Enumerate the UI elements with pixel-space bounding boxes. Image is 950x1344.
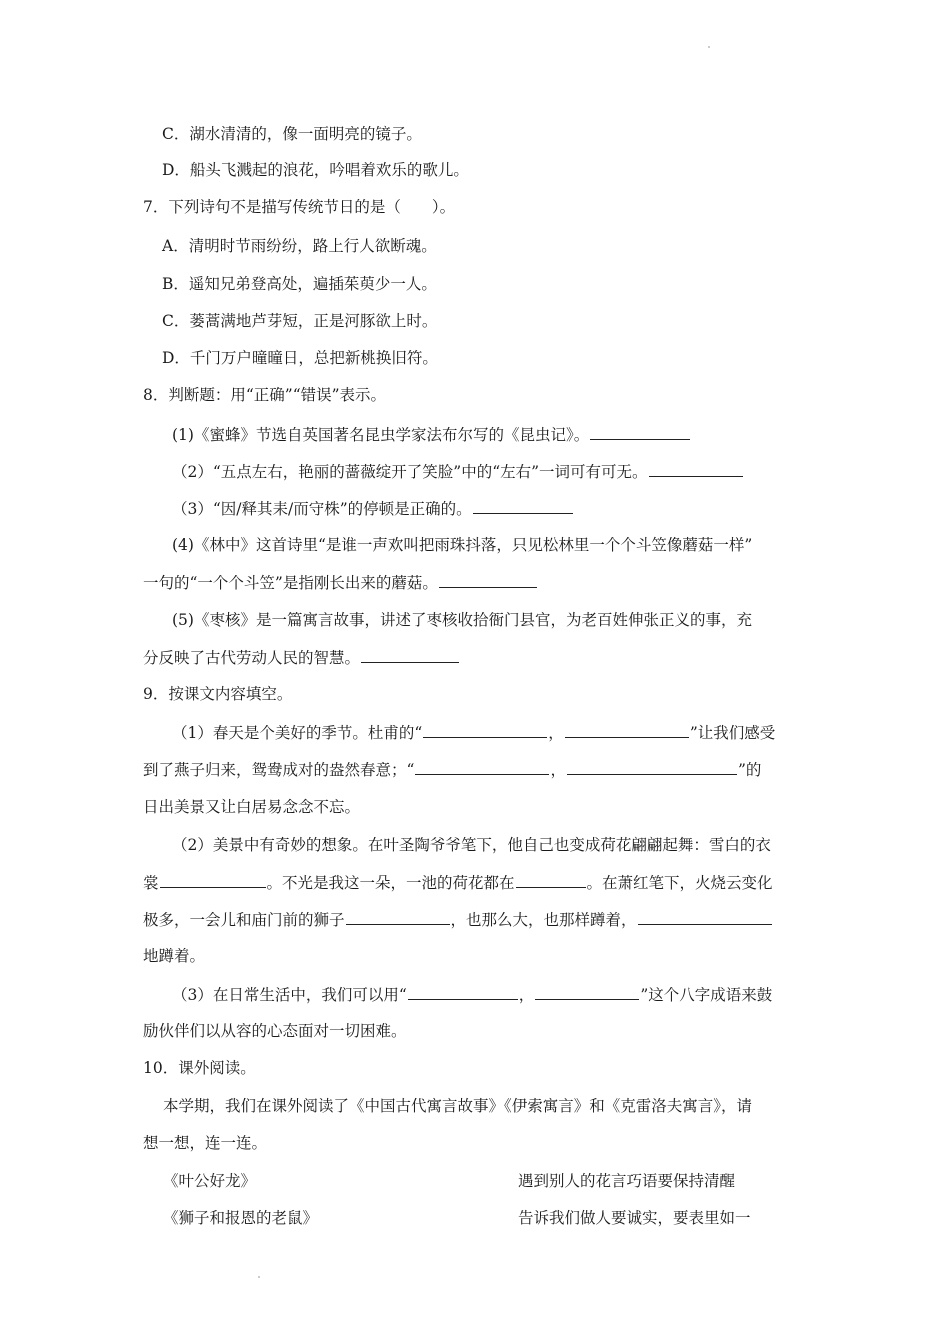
q8-statement-5-line1: (5)《枣核》是一篇寓言故事，讲述了枣核收拾衙门县官，为老百姓伸张正义的事，充	[172, 611, 752, 629]
q9-text: 极多，一会儿和庙门前的狮子	[143, 911, 345, 929]
q7-option-c: C．蒌蒿满地芦芽短，正是河豚欲上时。	[162, 312, 438, 330]
q9-text: （3）在日常生活中，我们可以用“	[172, 986, 407, 1004]
answer-blank[interactable]	[439, 572, 537, 588]
q9-part2-line2	[143, 872, 773, 893]
q8-statement-1	[172, 424, 691, 445]
q9-text: ，	[550, 761, 566, 779]
q8-statement-3	[172, 498, 574, 519]
q9-part2-line3	[143, 909, 773, 930]
answer-blank[interactable]	[160, 872, 266, 888]
q9-part3-line2: 励伙伴们以从容的心态面对一切困难。	[143, 1022, 407, 1040]
match-right-2[interactable]: 告诉我们做人要诚实，要表里如一	[518, 1209, 751, 1227]
q10-stem: 10．课外阅读。	[143, 1059, 256, 1077]
q7-option-b: B．遥知兄弟登高处，遍插茱萸少一人。	[162, 275, 437, 293]
q9-part2-line1: （2）美景中有奇妙的想象。在叶圣陶爷爷笔下，他自己也变成荷花翩翩起舞：雪白的衣	[172, 836, 771, 854]
q8-statement-1-text: (1)《蜜蜂》节选自英国著名昆虫学家法布尔写的《昆虫记》。	[172, 426, 590, 444]
q9-text: ，也那么大，也那样蹲着，	[450, 911, 637, 929]
q10-intro-line2: 想一想，连一连。	[143, 1134, 268, 1152]
q8-stem: 8．判断题：用“正确”“错误”表示。	[143, 386, 387, 404]
q10-intro-line1: 本学期，我们在课外阅读了《中国古代寓言故事》《伊索寓言》和《克雷洛夫寓言》，请	[163, 1097, 753, 1115]
q6-option-c: C．湖水清清的，像一面明亮的镜子。	[162, 125, 422, 143]
answer-blank[interactable]	[535, 984, 639, 1000]
q9-text: 。在萧红笔下，火烧云变化	[586, 874, 773, 892]
q8-statement-4-line1: (4)《林中》这首诗里“是谁一声欢叫把雨珠抖落，只见松林里一个个斗笠像蘑菇一样”	[172, 536, 753, 554]
q8-statement-5-line2	[143, 647, 460, 668]
answer-blank[interactable]	[415, 759, 549, 775]
q6-option-d: D．船头飞溅起的浪花，吟唱着欢乐的歌儿。	[162, 161, 469, 179]
match-left-1[interactable]: 《叶公好龙》	[163, 1172, 257, 1190]
q9-part1-line2	[143, 759, 761, 780]
q8-statement-3-text: （3）“因/释其耒/而守株”的停顿是正确的。	[172, 500, 472, 518]
answer-blank[interactable]	[565, 722, 689, 738]
q8-statement-2	[172, 461, 744, 482]
q9-part1-line1	[172, 722, 775, 743]
q8-statement-4-line2	[143, 572, 538, 593]
answer-blank[interactable]	[361, 647, 459, 663]
q9-part2-line4: 地蹲着。	[143, 947, 206, 965]
q9-text: （1）春天是个美好的季节。杜甫的“	[172, 724, 423, 742]
answer-blank[interactable]	[516, 872, 586, 888]
q8-statement-5-text: 分反映了古代劳动人民的智慧。	[143, 649, 361, 667]
answer-blank[interactable]	[346, 909, 450, 925]
q9-part1-line3: 日出美景又让白居易念念不忘。	[143, 798, 361, 816]
q9-stem: 9．按课文内容填空。	[143, 685, 293, 703]
q9-text: 到了燕子归来，鸳鸯成对的盎然春意；“	[143, 761, 415, 779]
match-right-1[interactable]: 遇到别人的花言巧语要保持清醒	[518, 1172, 736, 1190]
q9-part3-line1	[172, 984, 772, 1005]
match-left-2[interactable]: 《狮子和报恩的老鼠》	[163, 1209, 319, 1227]
q9-text: ”让我们感受	[689, 724, 776, 742]
q8-statement-4-text: 一句的“一个个斗笠”是指刚长出来的蘑菇。	[143, 574, 438, 592]
q7-option-a: A．清明时节雨纷纷，路上行人欲断魂。	[162, 237, 437, 255]
answer-blank[interactable]	[638, 909, 772, 925]
q9-text: ”这个八字成语来鼓	[640, 986, 773, 1004]
answer-blank[interactable]	[473, 498, 573, 514]
q7-stem: 7．下列诗句不是描写传统节日的是（ ）。	[143, 198, 456, 216]
q9-text: 裳	[143, 874, 159, 892]
q9-text: ”的	[737, 761, 762, 779]
answer-blank[interactable]	[408, 984, 518, 1000]
scan-speck	[708, 46, 710, 48]
answer-blank[interactable]	[590, 424, 690, 440]
q9-text: ，	[548, 724, 564, 742]
q8-statement-2-text: （2）“五点左右，艳丽的蔷薇绽开了笑脸”中的“左右”一词可有可无。	[172, 463, 648, 481]
q9-text: ，	[518, 986, 535, 1004]
answer-blank[interactable]	[649, 461, 743, 477]
scan-speck	[258, 1276, 260, 1278]
answer-blank[interactable]	[567, 759, 737, 775]
answer-blank[interactable]	[423, 722, 547, 738]
q7-option-d: D．千门万户曈曈日，总把新桃换旧符。	[162, 349, 438, 367]
q9-text: 。不光是我这一朵，一池的荷花都在	[266, 874, 515, 892]
